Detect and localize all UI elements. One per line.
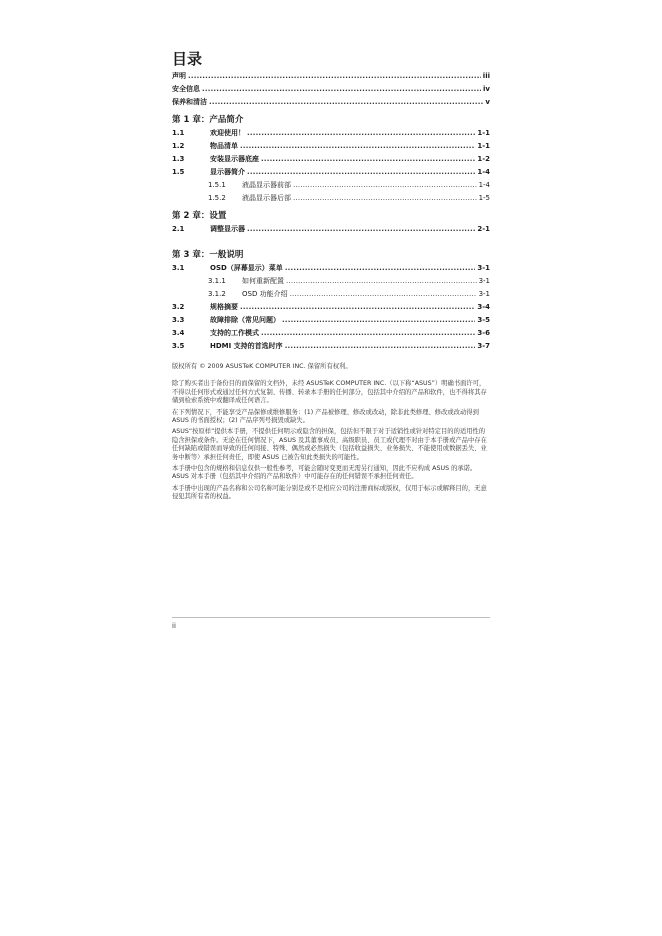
toc-entry[interactable] xyxy=(172,127,490,140)
chapter-heading: 第 1 章：产品简介 xyxy=(172,115,244,125)
toc-subentry[interactable] xyxy=(172,275,490,288)
toc-entry-declaration[interactable] xyxy=(172,70,490,83)
toc-entry-page: 1-4 xyxy=(478,181,490,189)
toc-entry[interactable] xyxy=(172,314,490,327)
toc-entry-number: 3.2 xyxy=(172,303,185,311)
toc-entry-page: 3-1 xyxy=(478,277,490,285)
toc-subentry[interactable] xyxy=(172,288,490,301)
toc-entry-page: 1-1 xyxy=(477,129,490,137)
toc-entry-page: 3-6 xyxy=(477,329,490,337)
page-title: 目录 xyxy=(172,50,203,68)
footer-divider xyxy=(172,617,490,618)
copyright-paragraph: 本手册中出现的产品名称和公司名称可能分别是或不是相应公司的注册商标或版权，仅用于标示或解释目的，无意侵犯其所有者的权益。 xyxy=(172,484,487,501)
toc-entry-page: iii xyxy=(482,72,490,80)
toc-entry-label: 物品清单 xyxy=(210,142,238,150)
toc-entry[interactable] xyxy=(172,166,490,179)
toc-entry[interactable] xyxy=(172,223,490,236)
toc-entry-label: 保养和清洁 xyxy=(172,98,207,106)
toc-entry-label: 调整显示器 xyxy=(210,225,245,233)
toc-entry-page: 3-7 xyxy=(477,342,490,350)
toc-entry-number: 1.2 xyxy=(172,142,185,150)
copyright-paragraph: ASUS“按原样”提供本手册，不提供任何明示或隐含的担保，包括但不限于对于适销性或针对特定目的的适用性的隐含担保或条件。无论在任何情况下，ASUS 及其董事成员、高级职员、员工或代理不对由于本手册或产品中存在任何缺陷或错误而导致的任何间接、特殊、偶然或必然损失（包括收益损失、业务损失、不能使用或数据丢失、业务中断等）承担任何责任，即使 ASUS 已被告知此类损失的可能性。 xyxy=(172,428,487,461)
chapter-heading: 第 3 章：一般说明 xyxy=(172,250,244,260)
toc-entry-page: 1-2 xyxy=(477,155,490,163)
toc-entry-number: 3.1.2 xyxy=(208,290,226,298)
toc-entry-label: OSD 功能介绍 xyxy=(242,290,288,298)
toc-entry-label: 安装显示器底座 xyxy=(210,155,259,163)
toc-entry-number: 3.1.1 xyxy=(208,277,226,285)
toc-entry-number: 1.5 xyxy=(172,168,185,176)
toc-page xyxy=(172,50,490,505)
toc-entry[interactable] xyxy=(172,301,490,314)
toc-entry-page: 1-5 xyxy=(478,194,490,202)
toc-subentry[interactable] xyxy=(172,192,490,205)
toc-entry-page: 1-1 xyxy=(477,142,490,150)
toc-entry-number: 2.1 xyxy=(172,225,185,233)
toc-entry-label: 声明 xyxy=(172,72,186,80)
toc-entry-label: 液晶显示器后部 xyxy=(242,194,291,202)
copyright-paragraph: 本手册中包含的规格和信息仅供一般性参考，可能会随时变更而无需另行通知，因此不应构成 ASUS 的承诺。ASUS 对本手册（包括其中介绍的产品和软件）中可能存在的任何错误不承担任何责任。 xyxy=(172,465,477,481)
toc-entry-number: 3.1 xyxy=(172,264,185,272)
toc-entry-safety[interactable] xyxy=(172,83,490,96)
toc-entry-label: 如何重新配置 xyxy=(242,277,284,285)
toc-entry[interactable] xyxy=(172,262,490,275)
copyright-line: 版权所有 © 2009 ASUSTeK COMPUTER INC. 保留所有权利。 xyxy=(172,363,352,370)
toc-entry-label: HDMI 支持的首选时序 xyxy=(210,342,283,350)
toc-entry-label: 故障排除（常见问题） xyxy=(210,316,280,324)
toc-entry-page: 3-1 xyxy=(477,264,490,272)
toc-entry-label: OSD（屏幕显示）菜单 xyxy=(210,264,283,272)
toc-entry-label: 液晶显示器前部 xyxy=(242,181,291,189)
toc-entry-page: v xyxy=(485,98,490,106)
toc-entry-page: 3-4 xyxy=(477,303,490,311)
copyright-paragraph: 除了购买者出于备份目的而保留的文档外，未经 ASUSTeK COMPUTER INC.（以下称“ASUS”）明确书面许可，不得以任何形式或通过任何方式复制、传播、转录本手册的任何部分，包括其中介绍的产品和软件，也不得将其存储到检索系统中或翻译成任何语言。 xyxy=(172,380,487,405)
toc-entry-label: 支持的工作模式 xyxy=(210,329,259,337)
toc-entry-number: 3.5 xyxy=(172,342,185,350)
toc-entry-page: 3-5 xyxy=(477,316,490,324)
toc-entry-number: 1.1 xyxy=(172,129,185,137)
toc-entry-number: 3.3 xyxy=(172,316,185,324)
chapter-heading: 第 2 章：设置 xyxy=(172,211,227,221)
toc-entry[interactable] xyxy=(172,140,490,153)
toc-entry-label: 规格摘要 xyxy=(210,303,238,311)
toc-entry[interactable] xyxy=(172,340,490,353)
toc-subentry[interactable] xyxy=(172,179,490,192)
toc-entry[interactable] xyxy=(172,327,490,340)
toc-entry-page: 3-1 xyxy=(478,290,490,298)
toc-entry-page: 1-4 xyxy=(477,168,490,176)
toc-entry-label: 安全信息 xyxy=(172,85,200,93)
page-number: ii xyxy=(172,622,176,630)
toc-entry-care[interactable] xyxy=(172,96,490,109)
toc-entry-page: iv xyxy=(483,85,490,93)
copyright-paragraph: 在下列情况下，不能享受产品保修或维修服务：(1) 产品被修理、修改或改动，除非此类修理、修改或改动得到 ASUS 的书面授权；(2) 产品序列号损毁或缺失。 xyxy=(172,408,479,425)
toc-entry-number: 1.3 xyxy=(172,155,185,163)
toc-entry-page: 2-1 xyxy=(477,225,490,233)
toc-entry-label: 欢迎使用！ xyxy=(210,129,245,137)
toc-entry-number: 1.5.1 xyxy=(208,181,226,189)
copyright-notice xyxy=(172,363,490,502)
toc-entry[interactable] xyxy=(172,153,490,166)
toc-entry-label: 显示器简介 xyxy=(210,168,245,176)
toc-entry-number: 1.5.2 xyxy=(208,194,226,202)
toc-entry-number: 3.4 xyxy=(172,329,185,337)
